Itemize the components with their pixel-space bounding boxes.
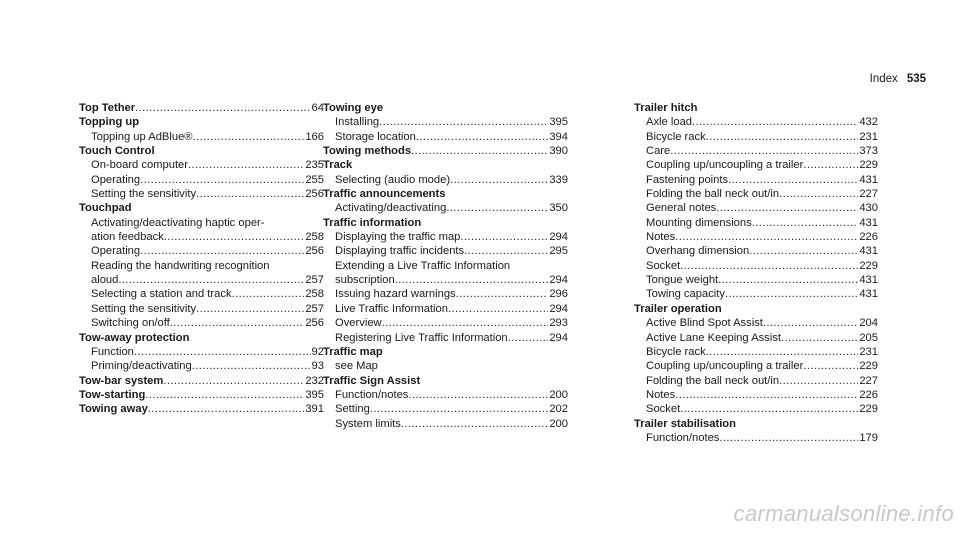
dot-leader <box>725 287 858 301</box>
subentry-text: Function <box>91 345 134 358</box>
page-ref: 229 <box>859 159 878 172</box>
index-subentry <box>323 230 568 244</box>
index-heading: Topping up <box>79 116 140 129</box>
page-ref: 92 <box>311 345 324 358</box>
page-ref: 235 <box>305 159 324 172</box>
dot-leader <box>706 345 859 359</box>
index-subentry <box>634 316 878 330</box>
index-subentry <box>634 216 878 230</box>
index-subentry <box>634 331 878 345</box>
dot-leader <box>803 359 858 373</box>
index-subentry <box>634 230 878 244</box>
dot-leader <box>408 388 548 402</box>
dot-leader <box>752 216 859 230</box>
subentry-text: aloud <box>91 274 119 287</box>
index-subentry <box>79 302 324 316</box>
page-ref: 231 <box>859 345 878 358</box>
page-ref: 257 <box>305 302 324 315</box>
page-ref: 339 <box>549 173 568 186</box>
dot-leader <box>716 201 858 215</box>
page-ref: 200 <box>549 417 568 430</box>
index-subentry <box>634 345 878 359</box>
index-column-2 <box>323 101 568 431</box>
subentry-text: Selecting a station and track <box>91 288 232 301</box>
subentry-text: Folding the ball neck out/in <box>646 374 780 387</box>
index-entry-heading <box>323 144 568 158</box>
subentry-text: Setting the sensitivity <box>91 188 197 201</box>
page-ref: 431 <box>859 173 878 186</box>
index-subentry <box>323 173 568 187</box>
index-heading: Trailer stabilisation <box>634 417 736 430</box>
page-ref: 394 <box>549 130 568 143</box>
page-ref: 232 <box>305 374 324 387</box>
dot-leader <box>395 273 549 287</box>
subentry-text: Installing <box>335 116 380 129</box>
index-entry-heading <box>79 374 324 388</box>
page-ref: 229 <box>859 259 878 272</box>
subentry-text: Mounting dimensions <box>646 216 752 229</box>
index-subentry <box>634 244 878 258</box>
index-subentry <box>634 115 878 129</box>
dot-leader <box>140 173 304 187</box>
page-ref: 432 <box>859 116 878 129</box>
index-entry-heading <box>79 101 324 115</box>
dot-leader <box>192 359 311 373</box>
index-subentry <box>634 158 878 172</box>
index-subentry <box>634 431 878 445</box>
index-subentry <box>323 417 568 431</box>
dot-leader <box>135 101 310 115</box>
entry-title: Towing away <box>79 403 148 416</box>
dot-leader <box>118 273 304 287</box>
subentry-text: Live Traffic Information <box>335 302 448 315</box>
page-number: 535 <box>906 73 926 85</box>
index-subentry <box>634 388 878 402</box>
dot-leader <box>134 345 311 359</box>
page-ref: 258 <box>305 288 324 301</box>
dot-leader <box>379 115 548 129</box>
subentry-text: Priming/deactivating <box>91 360 192 373</box>
index-subentry <box>323 316 568 330</box>
index-heading: Traffic information <box>323 216 422 229</box>
subentry-text: Registering Live Traffic Information <box>335 331 508 344</box>
page-ref: 229 <box>859 403 878 416</box>
subentry-text: Displaying the traffic map <box>335 231 461 244</box>
subentry-text: Axle load <box>646 116 693 129</box>
index-subentry <box>323 302 568 316</box>
dot-leader <box>692 115 858 129</box>
dot-leader <box>450 173 548 187</box>
subentry-wrapped-line: Reading the handwriting recognition <box>91 259 270 272</box>
page-ref: 390 <box>549 145 568 158</box>
subentry-text: Selecting (audio mode) <box>335 173 451 186</box>
page-ref: 205 <box>859 331 878 344</box>
index-column-1 <box>79 101 324 417</box>
page-ref: 255 <box>305 173 324 186</box>
dot-leader <box>670 144 858 158</box>
dot-leader <box>719 431 858 445</box>
index-entry-heading <box>79 388 324 402</box>
subentry-text: General notes <box>646 202 717 215</box>
subentry-text: Coupling up/uncoupling a trailer <box>646 360 804 373</box>
page-ref: 227 <box>859 188 878 201</box>
page-ref: 430 <box>859 202 878 215</box>
subentry-text: Notes <box>646 388 676 401</box>
page-ref: 296 <box>549 288 568 301</box>
index-subentry <box>323 244 568 258</box>
page-ref: 258 <box>305 231 324 244</box>
dot-leader <box>456 287 549 301</box>
index-heading: Traffic announcements <box>323 188 446 201</box>
subentry-text: Folding the ball neck out/in <box>646 188 780 201</box>
subentry-text: Coupling up/uncoupling a trailer <box>646 159 804 172</box>
dot-leader <box>148 402 305 416</box>
section-label: Index <box>869 73 898 85</box>
dot-leader <box>675 388 858 402</box>
dot-leader <box>728 173 858 187</box>
page-ref: 294 <box>549 302 568 315</box>
page-ref: 204 <box>859 317 878 330</box>
dot-leader <box>145 388 304 402</box>
dot-leader <box>382 316 549 330</box>
subentry-text: see Map <box>335 360 378 373</box>
subentry-text: Switching on/off <box>91 317 170 330</box>
entry-title: Tow-bar system <box>79 374 164 387</box>
subentry-text: Socket <box>646 259 681 272</box>
subentry-text: Bicycle rack <box>646 130 706 143</box>
page-ref: 256 <box>305 317 324 330</box>
page-ref: 391 <box>305 403 324 416</box>
page-ref: 166 <box>305 130 324 143</box>
page-ref: 200 <box>549 388 568 401</box>
subentry-text: Operating <box>91 173 141 186</box>
index-heading: Touchpad <box>79 202 132 215</box>
index-subentry <box>79 130 324 144</box>
index-subentry <box>79 316 324 330</box>
page-ref: 229 <box>859 360 878 373</box>
dot-leader <box>781 331 858 345</box>
subentry-text: Storage location <box>335 130 416 143</box>
index-heading: Touch Control <box>79 145 155 158</box>
dot-leader <box>680 402 858 416</box>
page-ref: 431 <box>859 288 878 301</box>
subentry-text: Care <box>646 145 671 158</box>
index-heading: Trailer operation <box>634 302 722 315</box>
subentry-text: Function/notes <box>646 431 720 444</box>
page-ref: 373 <box>859 145 878 158</box>
subentry-text: Overview <box>335 317 382 330</box>
page-header <box>870 73 926 85</box>
page-ref: 256 <box>305 188 324 201</box>
subentry-wrapped-line: Extending a Live Traffic Information <box>335 259 511 272</box>
index-heading: Towing eye <box>323 102 384 114</box>
index-heading: Tow-away protection <box>79 331 190 344</box>
subentry-text: Bicycle rack <box>646 345 706 358</box>
dot-leader <box>706 130 859 144</box>
index-subentry <box>79 173 324 187</box>
subentry-text: subscription <box>335 274 395 287</box>
index-subentry <box>79 244 324 258</box>
index-subentry <box>634 259 878 273</box>
index-subentry <box>323 273 568 287</box>
dot-leader <box>460 230 548 244</box>
dot-leader <box>718 273 858 287</box>
index-subentry <box>634 130 878 144</box>
page-ref: 202 <box>549 403 568 416</box>
subentry-text: Topping up AdBlue® <box>91 130 193 143</box>
subentry-text: On-board computer <box>91 159 189 172</box>
subentry-text: Fastening points <box>646 173 729 186</box>
dot-leader <box>411 144 548 158</box>
page-ref: 257 <box>305 274 324 287</box>
page-ref: 64 <box>311 102 324 114</box>
index-subentry <box>634 144 878 158</box>
page-ref: 293 <box>549 317 568 330</box>
subentry-text: System limits <box>335 417 401 430</box>
dot-leader <box>508 331 549 345</box>
index-subentry <box>79 158 324 172</box>
dot-leader <box>193 130 305 144</box>
dot-leader <box>464 244 548 258</box>
dot-leader <box>779 374 858 388</box>
dot-leader <box>675 230 858 244</box>
dot-leader <box>779 187 858 201</box>
index-subentry <box>79 287 324 301</box>
subentry-text: Issuing hazard warnings <box>335 288 456 301</box>
index-subentry <box>79 187 324 201</box>
page-ref: 431 <box>859 216 878 229</box>
index-entry-heading <box>79 402 324 416</box>
subentry-text: Displaying traffic incidents <box>335 245 465 258</box>
page-ref: 227 <box>859 374 878 387</box>
dot-leader <box>140 244 304 258</box>
page-ref: 431 <box>859 274 878 287</box>
subentry-text: Socket <box>646 403 681 416</box>
page-ref: 93 <box>311 360 324 373</box>
index-subentry <box>79 345 324 359</box>
index-subentry <box>323 388 568 402</box>
index-subentry <box>634 201 878 215</box>
page-ref: 294 <box>549 231 568 244</box>
dot-leader <box>749 244 858 258</box>
page-ref: 179 <box>859 431 878 444</box>
dot-leader <box>170 316 305 330</box>
index-subentry <box>323 331 568 345</box>
dot-leader <box>196 302 304 316</box>
page-ref: 226 <box>859 231 878 244</box>
dot-leader <box>232 287 305 301</box>
subentry-text: ation feedback <box>91 231 164 244</box>
page-ref: 431 <box>859 245 878 258</box>
subentry-text: Activating/deactivating <box>335 202 447 215</box>
dot-leader <box>196 187 304 201</box>
page-ref: 294 <box>549 274 568 287</box>
index-subentry <box>634 287 878 301</box>
dot-leader <box>763 316 858 330</box>
page-ref: 295 <box>549 245 568 258</box>
dot-leader <box>448 302 548 316</box>
page-ref: 231 <box>859 130 878 143</box>
index-subentry <box>323 402 568 416</box>
dot-leader <box>401 417 548 431</box>
subentry-text: Towing capacity <box>646 288 725 301</box>
subentry-text: Operating <box>91 245 141 258</box>
subentry-text: Tongue weight <box>646 274 719 287</box>
subentry-text: Setting <box>335 403 370 416</box>
index-heading: Track <box>323 159 353 172</box>
index-subentry <box>79 273 324 287</box>
subentry-text: Active Blind Spot Assist <box>646 317 763 330</box>
dot-leader <box>680 259 858 273</box>
subentry-text: Overhang dimension <box>646 245 750 258</box>
index-subentry <box>323 359 568 373</box>
index-subentry <box>323 287 568 301</box>
index-subentry <box>634 273 878 287</box>
index-subentry <box>634 359 878 373</box>
watermark: carmanualsonline.info <box>733 501 954 526</box>
index-heading: Traffic map <box>323 345 383 358</box>
index-heading: Trailer hitch <box>634 102 698 114</box>
subentry-text: Function/notes <box>335 388 409 401</box>
page-ref: 350 <box>549 202 568 215</box>
dot-leader <box>188 158 304 172</box>
page-ref: 294 <box>549 331 568 344</box>
index-column-3 <box>634 101 878 445</box>
dot-leader <box>803 158 858 172</box>
index-subentry <box>634 374 878 388</box>
dot-leader <box>416 130 548 144</box>
index-subentry <box>634 173 878 187</box>
entry-title: Top Tether <box>79 102 136 114</box>
dot-leader <box>446 201 548 215</box>
subentry-text: Active Lane Keeping Assist <box>646 331 781 344</box>
index-subentry <box>79 359 324 373</box>
entry-title: Tow-starting <box>79 388 146 401</box>
index-subentry <box>634 402 878 416</box>
dot-leader <box>163 374 304 388</box>
dot-leader <box>164 230 305 244</box>
index-subentry <box>634 187 878 201</box>
subentry-wrapped-line: Activating/deactivating haptic oper- <box>91 216 265 229</box>
index-heading: Traffic Sign Assist <box>323 374 421 387</box>
page-ref: 395 <box>305 388 324 401</box>
index-subentry <box>323 130 568 144</box>
subentry-text: Setting the sensitivity <box>91 302 197 315</box>
index-subentry <box>323 201 568 215</box>
page-ref: 226 <box>859 388 878 401</box>
index-subentry <box>323 115 568 129</box>
dot-leader <box>370 402 548 416</box>
page-ref: 395 <box>549 116 568 129</box>
entry-title: Towing methods <box>323 145 412 158</box>
index-subentry <box>79 230 324 244</box>
page-ref: 256 <box>305 245 324 258</box>
subentry-text: Notes <box>646 231 676 244</box>
